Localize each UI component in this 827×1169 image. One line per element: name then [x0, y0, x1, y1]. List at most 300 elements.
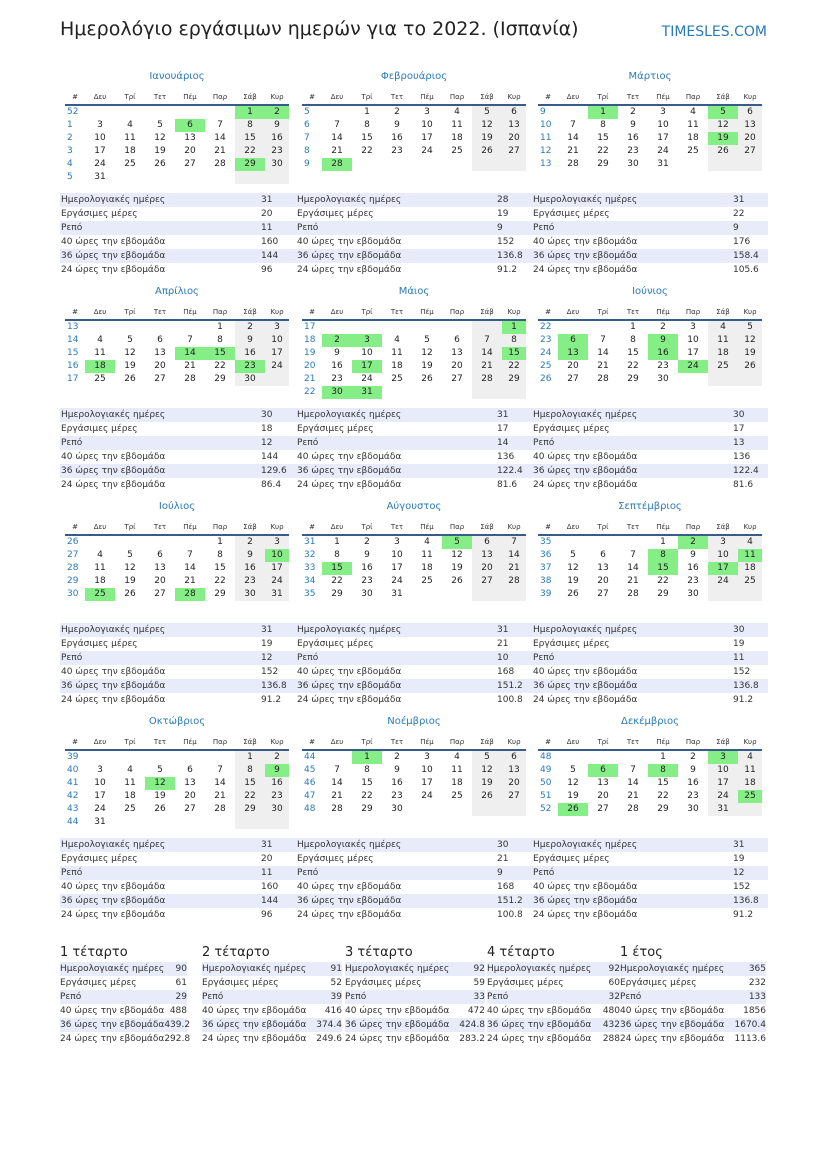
stat-row [532, 422, 768, 436]
day-cell: 28 [214, 804, 226, 814]
week-number: 21 [304, 374, 316, 384]
day-cell: 8 [217, 335, 223, 345]
week-number: 47 [304, 791, 316, 801]
month-calendar [302, 715, 526, 816]
day-cell: 2 [235, 320, 265, 334]
day-cell: 1 [660, 537, 666, 547]
stat-label: 40 ώρες την εβδομάδα [61, 237, 166, 247]
weekday-label: Τρί [588, 90, 618, 105]
day-cell: 24 [94, 159, 106, 169]
month-calendar [65, 500, 289, 601]
day-cell: 13 [154, 563, 166, 573]
month-calendar [65, 715, 289, 829]
day-cell: 14 [331, 778, 343, 788]
stat-row [296, 207, 532, 221]
month-calendar [65, 70, 289, 184]
holiday-day: 31 [352, 386, 382, 399]
stat-label: 40 ώρες την εβδομάδα [297, 882, 402, 892]
weekday-label: Δευ [558, 90, 588, 105]
day-cell: 10 [361, 348, 373, 358]
day-cell: 5 [738, 320, 762, 334]
day-cell: 15 [361, 133, 373, 143]
day-cell: 24 [391, 576, 403, 586]
week-row [65, 535, 289, 549]
day-cell: 17 [421, 778, 433, 788]
day-cell: 18 [738, 562, 762, 575]
stat-label: Ρεπό [61, 653, 83, 663]
week-row [65, 588, 289, 601]
week-row [65, 158, 289, 171]
stat-value: 91.2 [733, 910, 754, 920]
stat-value: 91.2 [261, 695, 282, 705]
stat-label: Εργάσιμες μέρες [533, 424, 610, 434]
stat-label: 36 ώρες την εβδομάδα [202, 1020, 307, 1030]
stat-value: 136.8 [733, 896, 759, 906]
holiday-day: 9 [265, 764, 289, 777]
week-row [65, 347, 289, 360]
day-cell: 16 [687, 563, 699, 573]
stat-label: Ρεπό [533, 653, 555, 663]
day-cell: 6 [600, 550, 606, 560]
stat-value: 283.2 [459, 1034, 485, 1044]
page-title: Ημερολόγιο εργάσιμων ημερών για το 2022. (Ισπανία) [60, 18, 579, 40]
day-cell: 4 [424, 537, 430, 547]
empty-day [472, 386, 502, 399]
day-cell: 26 [154, 159, 166, 169]
week-row [538, 790, 762, 803]
stat-label: 40 ώρες την εβδομάδα [297, 667, 402, 677]
month-stats [60, 408, 296, 492]
day-cell: 25 [451, 791, 463, 801]
empty-day [115, 816, 145, 829]
stat-value: 136.8 [261, 681, 287, 691]
day-cell: 5 [472, 750, 502, 764]
day-cell: 9 [235, 549, 265, 562]
month-calendar [538, 70, 762, 171]
day-cell: 5 [424, 335, 430, 345]
stat-value: 11 [261, 868, 273, 878]
empty-day [472, 158, 502, 171]
empty-day [382, 386, 412, 399]
stat-label: Εργάσιμες μέρες [533, 854, 610, 864]
day-cell: 20 [154, 576, 166, 586]
day-cell: 24 [265, 360, 289, 373]
day-cell: 29 [597, 159, 609, 169]
week-number: 26 [67, 537, 79, 547]
holiday-day: 15 [322, 562, 352, 575]
empty-day [145, 105, 175, 119]
stat-value: 151.2 [497, 681, 523, 691]
day-cell: 23 [687, 791, 699, 801]
weekday-label: Τρί [352, 735, 382, 750]
day-cell: 17 [265, 562, 289, 575]
day-cell: 12 [124, 348, 136, 358]
week-number-header: # [302, 735, 322, 750]
month-stats [60, 193, 296, 277]
day-cell: 10 [94, 778, 106, 788]
day-cell: 2 [394, 107, 400, 117]
weekday-label: Παρ [678, 520, 708, 535]
stat-row [487, 1004, 620, 1018]
stat-row [532, 263, 768, 277]
week-number: 35 [304, 589, 316, 599]
empty-day [738, 588, 762, 601]
day-cell: 16 [361, 563, 373, 573]
weekday-label: Παρ [678, 305, 708, 320]
day-cell: 23 [391, 791, 403, 801]
stat-label: 24 ώρες την εβδομάδα [60, 1034, 165, 1044]
stat-value: 152 [497, 237, 515, 247]
day-cell: 27 [738, 145, 762, 158]
stat-row [345, 990, 485, 1004]
stat-row [60, 693, 296, 707]
quarter-summary [202, 944, 342, 1046]
holiday-day: 3 [352, 334, 382, 347]
stat-value: 288 [602, 1034, 620, 1044]
stat-value: 39 [330, 992, 342, 1002]
day-cell: 2 [660, 322, 666, 332]
week-row [302, 119, 526, 132]
stat-label: Εργάσιμες μέρες [487, 978, 564, 988]
stat-row [60, 651, 296, 665]
stat-value: 12 [733, 868, 745, 878]
stat-value: 136.8 [733, 681, 759, 691]
stat-row [60, 1004, 187, 1018]
weekday-label: Παρ [678, 735, 708, 750]
stat-row [296, 693, 532, 707]
stat-label: 24 ώρες την εβδομάδα [61, 695, 166, 705]
stat-value: 9 [497, 868, 503, 878]
week-row [538, 360, 762, 373]
stat-value: 152 [733, 882, 751, 892]
stat-label: 36 ώρες την εβδομάδα [620, 1020, 725, 1030]
stat-label: Εργάσιμες μέρες [533, 209, 610, 219]
day-cell: 7 [630, 550, 636, 560]
stat-label: 36 ώρες την εβδομάδα [61, 251, 166, 261]
month-table [65, 735, 289, 829]
empty-day [205, 171, 235, 184]
week-number: 8 [304, 146, 310, 156]
stat-row [60, 990, 187, 1004]
day-cell: 30 [687, 589, 699, 599]
month-table [538, 520, 762, 601]
weekday-header [302, 305, 526, 320]
day-cell: 11 [687, 120, 699, 130]
empty-day [588, 320, 618, 334]
stat-row [345, 1004, 485, 1018]
day-cell: 28 [331, 804, 343, 814]
month-calendar [538, 285, 762, 386]
stat-row [60, 665, 296, 679]
stat-value: 133 [748, 992, 766, 1002]
quarter-summary [60, 944, 191, 1046]
stat-row [60, 852, 296, 866]
stat-row [296, 422, 532, 436]
weekday-label: Δευ [558, 305, 588, 320]
day-cell: 31 [265, 588, 289, 601]
stat-value: 92 [608, 964, 620, 974]
site-link[interactable]: TIMESLES.COM [661, 24, 767, 40]
stat-value: 31 [497, 410, 509, 420]
weekday-label: Σάβ [472, 305, 502, 320]
day-cell: 4 [454, 107, 460, 117]
stat-label: Εργάσιμες μέρες [345, 978, 422, 988]
weekday-label: Τρί [352, 90, 382, 105]
holiday-day: 8 [648, 764, 678, 777]
day-cell: 3 [660, 107, 666, 117]
week-row [302, 360, 526, 373]
stat-row [296, 880, 532, 894]
week-row [302, 132, 526, 145]
week-row [538, 764, 762, 777]
holiday-day: 8 [648, 549, 678, 562]
week-row [538, 549, 762, 562]
day-cell: 21 [567, 146, 579, 156]
week-row [65, 562, 289, 575]
day-cell: 22 [361, 791, 373, 801]
stat-row [532, 464, 768, 478]
day-cell: 1 [217, 537, 223, 547]
day-cell: 24 [421, 146, 433, 156]
week-row [302, 764, 526, 777]
weekday-label: Σάβ [472, 90, 502, 105]
weekday-label: Παρ [205, 305, 235, 320]
stat-label: Ημερολογιακές ημέρες [533, 195, 638, 205]
stat-label: 36 ώρες την εβδομάδα [61, 681, 166, 691]
week-row [65, 132, 289, 145]
stat-row [532, 408, 768, 422]
week-row [538, 777, 762, 790]
day-cell: 21 [184, 361, 196, 371]
stat-row [487, 962, 620, 976]
stat-row [296, 838, 532, 852]
month-table [538, 735, 762, 816]
holiday-day: 17 [352, 360, 382, 373]
day-cell: 19 [124, 576, 136, 586]
stat-value: 100.8 [497, 695, 523, 705]
week-row [538, 562, 762, 575]
day-cell: 27 [451, 374, 463, 384]
holiday-day: 26 [558, 803, 588, 816]
day-cell: 8 [334, 550, 340, 560]
month-name: Ιούνιος [632, 286, 668, 297]
stat-value: 61 [175, 978, 187, 988]
month-name: Απρίλιος [155, 286, 199, 297]
stat-row [60, 408, 296, 422]
weekday-label: Τετ [145, 735, 175, 750]
holiday-day: 1 [352, 750, 382, 764]
week-number: 1 [67, 120, 73, 130]
day-cell: 16 [235, 562, 265, 575]
day-cell: 23 [687, 576, 699, 586]
stat-label: Ημερολογιακές ημέρες [202, 964, 307, 974]
stat-value: 18 [261, 424, 273, 434]
day-cell: 15 [235, 132, 265, 145]
holiday-day: 24 [678, 360, 708, 373]
week-number: 20 [304, 361, 316, 371]
stat-label: Ημερολογιακές ημέρες [297, 625, 402, 635]
month-calendar [538, 715, 762, 816]
stat-label: 36 ώρες την εβδομάδα [61, 466, 166, 476]
empty-day [588, 750, 618, 764]
day-cell: 10 [687, 335, 699, 345]
stat-value: 12 [261, 653, 273, 663]
week-row [538, 535, 762, 549]
month-table [65, 90, 289, 184]
holiday-day: 15 [205, 347, 235, 360]
week-row [65, 777, 289, 790]
empty-day [145, 535, 175, 549]
day-cell: 22 [657, 791, 669, 801]
stat-row [620, 990, 766, 1004]
stat-value: 92 [473, 964, 485, 974]
stat-row [345, 1018, 485, 1032]
weekday-label: Τετ [382, 520, 412, 535]
stat-label: Ρεπό [620, 992, 642, 1002]
month-stats [296, 193, 532, 277]
stat-label: 36 ώρες την εβδομάδα [60, 1020, 165, 1030]
day-cell: 31 [94, 172, 106, 182]
stat-value: 31 [261, 195, 273, 205]
month-calendar [302, 500, 526, 601]
stat-value: 144 [261, 896, 279, 906]
stat-row [532, 665, 768, 679]
day-cell: 3 [265, 320, 289, 334]
day-cell: 24 [94, 804, 106, 814]
stat-row [532, 221, 768, 235]
week-number: 46 [304, 778, 316, 788]
stat-label: Ημερολογιακές ημέρες [620, 964, 725, 974]
day-cell: 24 [265, 575, 289, 588]
stat-label: Εργάσιμες μέρες [297, 209, 374, 219]
week-row [538, 145, 762, 158]
stat-value: 160 [261, 237, 279, 247]
day-cell: 7 [630, 765, 636, 775]
stat-label: Εργάσιμες μέρες [202, 978, 279, 988]
holiday-day: 5 [442, 535, 472, 549]
day-cell: 15 [657, 778, 669, 788]
month-stats [296, 408, 532, 492]
week-number-header: # [302, 90, 322, 105]
empty-day [412, 386, 442, 399]
day-cell: 29 [627, 374, 639, 384]
day-cell: 29 [214, 589, 226, 599]
empty-day [412, 803, 442, 816]
day-cell: 22 [502, 360, 526, 373]
stat-value: 105.6 [733, 265, 759, 275]
day-cell: 26 [472, 145, 502, 158]
week-number: 52 [540, 804, 552, 814]
stat-label: 40 ώρες την εβδομάδα [487, 1006, 592, 1016]
stat-value: 81.6 [733, 480, 754, 490]
stat-row [60, 221, 296, 235]
empty-day [145, 320, 175, 334]
stat-row [60, 235, 296, 249]
stat-row [60, 637, 296, 651]
weekday-label: Τετ [618, 90, 648, 105]
empty-day [235, 171, 265, 184]
week-number: 45 [304, 765, 316, 775]
empty-day [618, 750, 648, 764]
day-cell: 21 [627, 791, 639, 801]
day-cell: 4 [738, 535, 762, 549]
week-number-header: # [65, 90, 85, 105]
week-row [302, 750, 526, 764]
week-number: 17 [304, 322, 316, 332]
stat-row [60, 679, 296, 693]
weekday-label: Τετ [145, 520, 175, 535]
day-cell: 11 [451, 765, 463, 775]
day-cell: 14 [214, 133, 226, 143]
stat-row [202, 1018, 342, 1032]
week-number: 38 [540, 576, 552, 586]
day-cell: 8 [364, 120, 370, 130]
month-name: Σεπτέμβριος [618, 501, 682, 512]
day-cell: 4 [690, 107, 696, 117]
weekday-label: Παρ [442, 520, 472, 535]
holiday-day: 6 [588, 764, 618, 777]
day-cell: 3 [708, 535, 738, 549]
week-number: 5 [304, 107, 310, 117]
day-cell: 17 [687, 348, 699, 358]
day-cell: 29 [502, 373, 526, 386]
day-cell: 13 [597, 778, 609, 788]
week-row [65, 171, 289, 184]
day-cell: 6 [187, 765, 193, 775]
month-stats [296, 623, 532, 707]
day-cell: 5 [127, 335, 133, 345]
stat-label: Εργάσιμες μέρες [620, 978, 697, 988]
stat-label: 36 ώρες την εβδομάδα [61, 896, 166, 906]
week-row [538, 158, 762, 171]
day-cell: 12 [421, 348, 433, 358]
stat-value: 292.8 [164, 1034, 191, 1044]
week-row [65, 764, 289, 777]
week-number: 22 [304, 387, 316, 397]
day-cell: 21 [627, 576, 639, 586]
stat-row [60, 249, 296, 263]
stat-value: 19 [733, 639, 745, 649]
stat-value: 136 [497, 452, 515, 462]
stat-label: 24 ώρες την εβδομάδα [297, 265, 402, 275]
day-cell: 1 [217, 322, 223, 332]
weekday-label: Κυρ [502, 735, 526, 750]
day-cell: 6 [472, 535, 502, 549]
day-cell: 20 [184, 146, 196, 156]
day-cell: 1 [235, 750, 265, 764]
day-cell: 9 [394, 765, 400, 775]
stat-row [532, 894, 768, 908]
week-number: 24 [540, 348, 552, 358]
month-stats [532, 623, 768, 707]
stat-value: 144 [261, 452, 279, 462]
empty-day [85, 535, 115, 549]
weekday-label: Τετ [145, 305, 175, 320]
stat-label: Ημερολογιακές ημέρες [533, 625, 638, 635]
stat-row [296, 665, 532, 679]
stat-label: Εργάσιμες μέρες [297, 854, 374, 864]
weekday-label: Σάβ [235, 90, 265, 105]
stat-label: 40 ώρες την εβδομάδα [60, 1006, 165, 1016]
stat-value: 160 [261, 882, 279, 892]
weekday-label: Παρ [205, 90, 235, 105]
stat-row [296, 679, 532, 693]
day-cell: 7 [334, 765, 340, 775]
day-cell: 16 [391, 778, 403, 788]
day-cell: 24 [657, 146, 669, 156]
week-row [538, 320, 762, 334]
week-number: 28 [67, 563, 79, 573]
